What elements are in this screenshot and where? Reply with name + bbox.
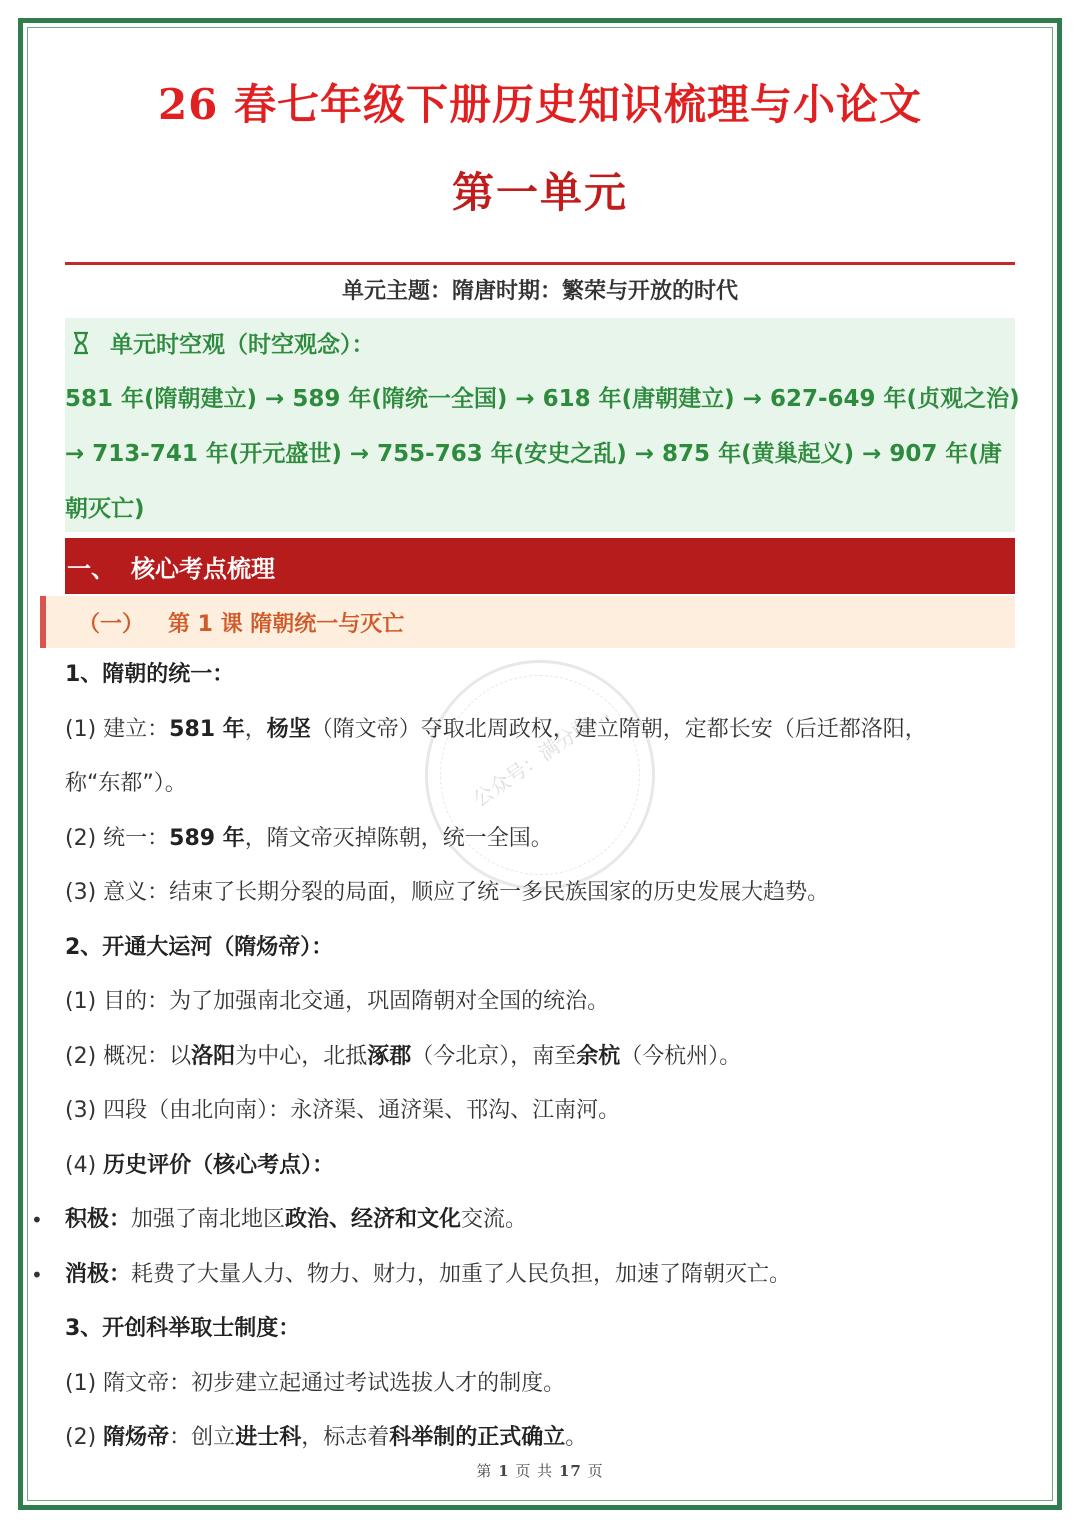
page-title: 26 春七年级下册历史知识梳理与小论文 — [157, 80, 923, 129]
paragraph: (1) 建立：581 年，杨坚（隋文帝）夺取北周政权，建立隋朝，定都长安（后迁都洛阳， — [65, 716, 927, 742]
content-body — [65, 648, 1025, 1466]
timeline-heading — [72, 326, 375, 359]
point-heading: 3、开创科举取士制度： — [65, 1316, 301, 1341]
timeline-line: → 713-741 年(开元盛世) → 755-763 年(安史之乱) → 875 年(黄巢起义) → 907 年(唐 — [65, 441, 1002, 467]
lesson-number: （一） — [78, 611, 145, 637]
divider — [65, 262, 1015, 265]
point-heading: 2、开通大运河（隋炀帝）： — [65, 934, 334, 960]
paragraph: 称“东都”）。 — [65, 771, 187, 796]
page-number: 1 — [498, 1462, 510, 1480]
hourglass-icon — [72, 331, 90, 355]
lesson-header — [40, 596, 1015, 648]
paragraph: (1) 隋文帝：初步建立起通过考试选拔人才的制度。 — [65, 1370, 566, 1396]
list-item: • 积极：加强了南北地区政治、经济和文化交流。 — [65, 1193, 1025, 1248]
point-heading: 1、隋朝的统一： — [65, 662, 235, 687]
paragraph: (1) 目的：为了加强南北交通，巩固隋朝对全国的统治。 — [65, 989, 610, 1014]
unit-title: 第一单元 — [451, 168, 628, 217]
watermark-text: 公众号：满分敢… — [468, 700, 614, 812]
paragraph: (4) 历史评价（核心考点）： — [65, 1152, 335, 1178]
paragraph: (2) 概况：以洛阳为中心，北抵涿郡（今北京），南至余杭（今杭州）。 — [65, 1043, 742, 1069]
timeline-line: 朝灭亡) — [65, 496, 145, 522]
paragraph: (3) 四段（由北向南）：永济渠、通济渠、邗沟、江南河。 — [65, 1098, 621, 1123]
timeline-text — [65, 372, 1030, 537]
paragraph: (3) 意义：结束了长期分裂的局面，顺应了统一多民族国家的历史发展大趋势。 — [65, 880, 830, 905]
paragraph: (2) 隋炀帝：创立进士科，标志着科举制的正式确立。 — [65, 1425, 588, 1450]
lesson-title: 第 1 课 隋朝统一与灭亡 — [168, 611, 405, 637]
list-item: • 消极：耗费了大量人力、物力、财力，加重了人民负担，加速了隋朝灭亡。 — [65, 1248, 1025, 1303]
section-number: 一、 — [67, 554, 115, 583]
timeline-heading-text: 单元时空观（时空观念）： — [110, 332, 375, 358]
page-total: 17 — [558, 1462, 582, 1480]
page-footer: 第 1 页 共 17 页 — [476, 1462, 604, 1480]
section-header — [65, 538, 1015, 594]
unit-theme: 单元主题：隋唐时期：繁荣与开放的时代 — [341, 279, 738, 304]
timeline-line: 581 年(隋朝建立) → 589 年(隋统一全国) → 618 年(唐朝建立) → 627-649 年(贞观之治) — [65, 386, 1020, 412]
paragraph: (2) 统一：589 年，隋文帝灭掉陈朝，统一全国。 — [65, 825, 553, 851]
section-title: 核心考点梳理 — [131, 554, 275, 583]
